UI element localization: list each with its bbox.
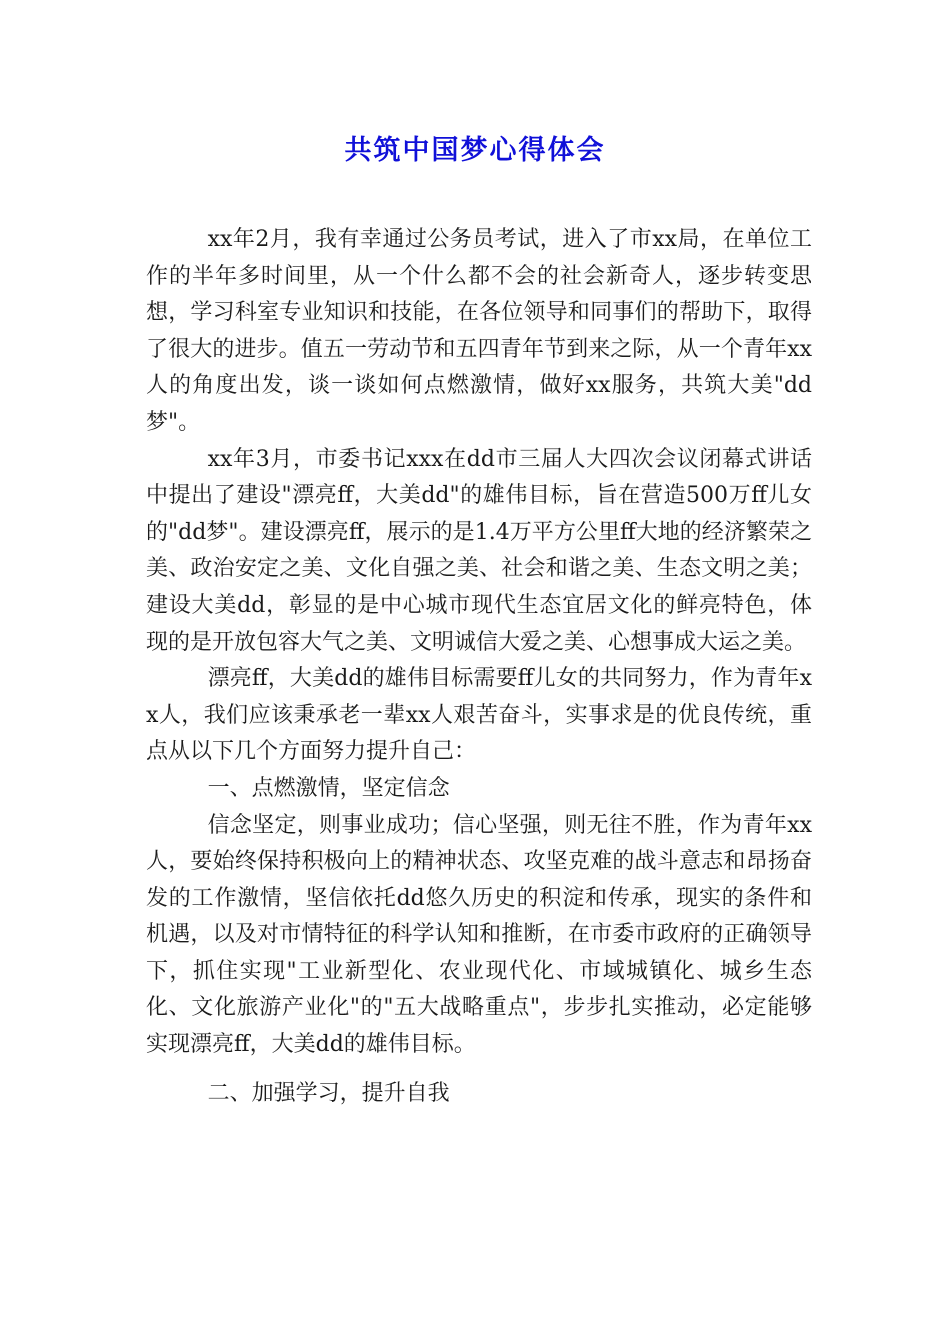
paragraph-belief: 信念坚定，则事业成功；信心坚强，则无往不胜，作为青年xx人，要始终保持积极向上的精神状态、攻坚克难的战斗意志和昂扬奋发的工作激情，坚信依托dd悠久历史的积淀和传承，现实的条件和机遇，以及对市情特征的科学认知和推断，在市委市政府的正确领导下，抓住实现"工业新型化、农业现代化、市域城镇化、城乡生态化、文化旅游产业化"的"五大战略重点"，步步扎实推动，必定能够实现漂亮ff，大美dd的雄伟目标。 [146, 812, 812, 1058]
paragraph-goal: xx年3月，市委书记xxx在dd市三届人大四次会议闭幕式讲话中提出了建设"漂亮ff，大美dd"的雄伟目标，旨在营造500万ff儿女的"dd梦"。建设漂亮ff，展示的是1.4万平方公里ff大地的经济繁荣之美、政治安定之美、文化自强之美、社会和谐之美、生态文明之美；建设大美dd，彰显的是中心城市现代生态宜居文化的鲜亮特色，体现的是开放包容大气之美、文明诚信大爱之美、心想事成大运之美。 [146, 446, 812, 655]
section-heading-1: 一、点燃激情，坚定信念 [207, 775, 450, 801]
section-heading-2: 二、加强学习，提升自我 [207, 1080, 450, 1106]
document-body [146, 222, 812, 1112]
paragraph-effort: 漂亮ff，大美dd的雄伟目标需要ff儿女的共同努力，作为青年xx人，我们应该秉承老一辈xx人艰苦奋斗，实事求是的优良传统，重点从以下几个方面努力提升自己： [146, 666, 812, 765]
paragraph-spacer [146, 1064, 812, 1076]
paragraph-intro: xx年2月，我有幸通过公务员考试，进入了市xx局，在单位工作的半年多时间里，从一个什么都不会的社会新奇人，逐步转变思想，学习科室专业知识和技能，在各位领导和同事们的帮助下，取得了很大的进步。值五一劳动节和五四青年节到来之际，从一个青年xx人的角度出发，谈一谈如何点燃激情，做好xx服务，共筑大美"dd梦"。 [146, 227, 812, 435]
document-title: 共筑中国梦心得体会 [344, 135, 606, 166]
